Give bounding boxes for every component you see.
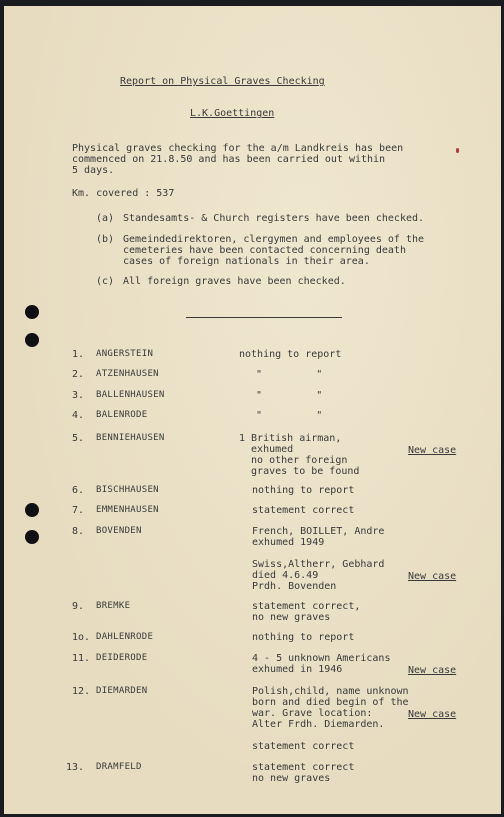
entry-9-remark: statement correct, no new graves	[252, 601, 361, 623]
punch-hole-4	[25, 530, 39, 544]
section-divider	[186, 317, 342, 318]
punch-hole-3	[25, 503, 39, 517]
check-a-label: (a)	[96, 213, 115, 224]
entry-10-place: DAHLENRODE	[96, 632, 154, 642]
entry-5-flag: New case	[408, 445, 457, 456]
entry-12-remark: Polish,child, name unknown born and died begin of the war. Grave location: Alter Frdh. Diemarden.	[252, 686, 409, 730]
entry-1-num: 1.	[72, 349, 85, 360]
entry-6-remark: nothing to report	[252, 485, 355, 496]
entry-6-place: BISCHHAUSEN	[96, 485, 159, 495]
entry-13-num: 13.	[66, 762, 85, 773]
entry-3-place: BALLENHAUSEN	[96, 390, 165, 400]
entry-4-num: 4.	[72, 410, 85, 421]
entry-8b-remark: Swiss,Altherr, Gebhard died 4.6.49 Prdh. Bovenden	[252, 559, 385, 592]
entry-8-remark: French, BOILLET, Andre exhumed 1949	[252, 526, 385, 548]
check-b-label: (b)	[96, 234, 115, 245]
punch-hole-2	[25, 333, 39, 347]
entry-5-num: 5.	[72, 433, 85, 444]
entry-5-remark: 1 British airman, exhumed no other foreign graves to be found	[239, 433, 360, 477]
entry-13-place: DRAMFELD	[96, 762, 142, 772]
entry-9-num: 9.	[72, 601, 85, 612]
report-title: Report on Physical Graves Checking	[120, 76, 325, 87]
entry-8-num: 8.	[72, 526, 85, 537]
entry-12b-remark: statement correct	[252, 741, 355, 752]
entry-1-place: ANGERSTEIN	[96, 349, 154, 359]
entry-11-place: DEIDERODE	[96, 653, 148, 663]
entry-3-num: 3.	[72, 390, 85, 401]
entry-11-num: 11.	[72, 653, 91, 664]
entry-10-num: 1o.	[72, 632, 91, 643]
entry-3-remark: " "	[256, 390, 323, 401]
entry-12-num: 12.	[72, 686, 91, 697]
entry-4-remark: " "	[256, 410, 323, 421]
check-b-text: Gemeindedirektoren, clergymen and employees of the cemeteries have been contacted concerning death cases of foreign nationals in their area.	[123, 234, 425, 267]
entry-4-place: BALENRODE	[96, 410, 148, 420]
entry-7-num: 7.	[72, 505, 85, 516]
entry-11-remark: 4 - 5 unknown Americans exhumed in 1946	[252, 653, 391, 675]
entry-1-remark: nothing to report	[239, 349, 342, 360]
entry-7-remark: statement correct	[252, 505, 355, 516]
entry-2-remark: " "	[256, 369, 323, 380]
entry-9-place: BREMKE	[96, 601, 131, 611]
entry-7-place: EMMENHAUSEN	[96, 505, 159, 515]
document-page	[4, 6, 501, 814]
entry-12-flag: New case	[408, 709, 457, 720]
entry-2-place: ATZENHAUSEN	[96, 369, 159, 379]
entry-5-place: BENNIEHAUSEN	[96, 433, 165, 443]
entry-10-remark: nothing to report	[252, 632, 355, 643]
entry-13-remark: statement correct no new graves	[252, 762, 355, 784]
entry-2-num: 2.	[72, 369, 85, 380]
intro-paragraph: Physical graves checking for the a/m Landkreis has been commenced on 21.8.50 and has been carried out within 5 days.	[72, 143, 404, 176]
entry-8b-flag: New case	[408, 571, 457, 582]
entry-6-num: 6.	[72, 485, 85, 496]
check-c-label: (c)	[96, 276, 115, 287]
check-c-text: All foreign graves have been checked.	[123, 276, 346, 287]
red-ink-mark	[456, 148, 459, 153]
entry-11-flag: New case	[408, 665, 457, 676]
entry-12-place: DIEMARDEN	[96, 686, 148, 696]
punch-hole-1	[25, 305, 39, 319]
km-covered: Km. covered : 537	[72, 188, 175, 199]
check-a-text: Standesamts- & Church registers have been checked.	[123, 213, 425, 224]
report-subtitle: L.K.Goettingen	[190, 108, 275, 119]
entry-8-place: BOVENDEN	[96, 526, 142, 536]
